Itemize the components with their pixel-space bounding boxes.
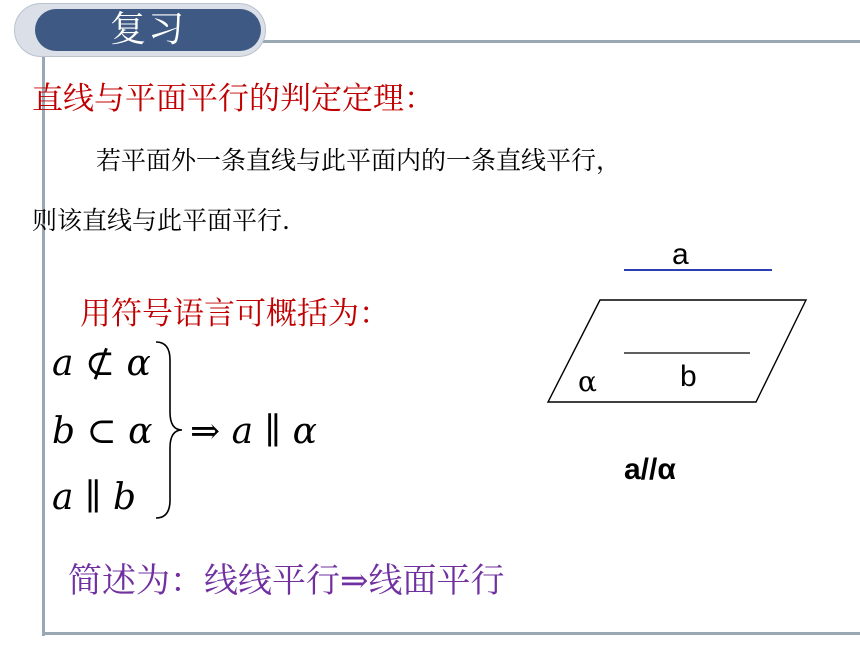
frame-left-border — [42, 44, 45, 636]
line-b-label: b — [680, 360, 697, 393]
line-a-label: a — [672, 238, 689, 271]
summary-text: 简述为：线线平行⇒线面平行 — [68, 561, 505, 601]
title-badge — [14, 3, 266, 57]
plane-alpha-label: α — [578, 365, 597, 398]
implies-arrow: ⇒ — [190, 411, 221, 452]
conclusion-text: a ∥ α — [231, 411, 317, 452]
slide-title: 复习 — [109, 9, 186, 50]
condition-a-parallel-b: a ∥ b — [52, 477, 137, 518]
title-badge-inner — [35, 9, 261, 51]
right-brace — [150, 338, 186, 522]
condition-a-not-in-plane: a ⊄ α — [52, 343, 151, 384]
frame-bottom-border — [42, 632, 860, 635]
conclusion — [190, 411, 317, 452]
theorem-statement-line1: 若平面外一条直线与此平面内的一条直线平行， — [96, 146, 622, 175]
diagram-caption: a//α — [624, 453, 676, 486]
theorem-statement-line2: 则该直线与此平面平行. — [32, 206, 290, 235]
symbolic-heading: 用符号语言可概括为： — [80, 296, 390, 332]
frame-top-border — [232, 40, 860, 43]
condition-b-in-plane: b ⊂ α — [52, 411, 153, 452]
theorem-heading: 直线与平面平行的判定定理： — [32, 81, 435, 117]
